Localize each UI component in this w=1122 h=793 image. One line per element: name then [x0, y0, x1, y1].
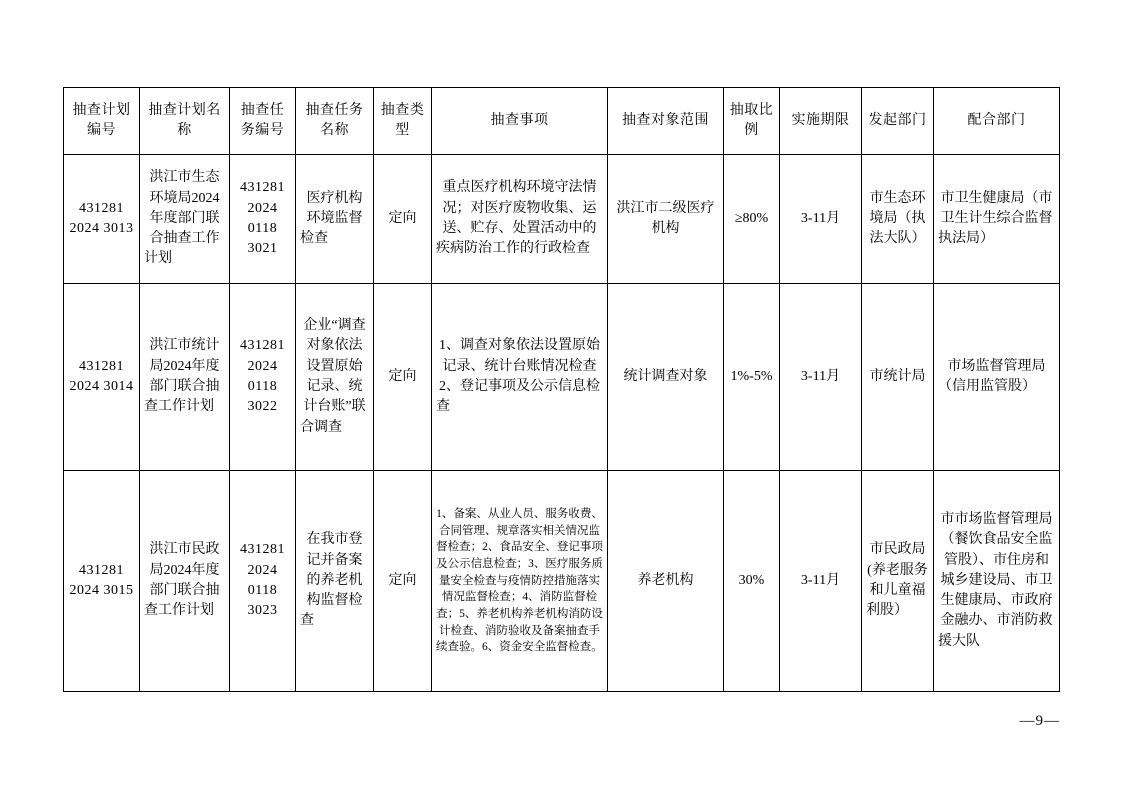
cell-task-code: 431281 2024 0118 3021 [230, 155, 296, 284]
cell-ratio: 30% [724, 471, 780, 692]
cell-plan-name: 洪江市生态环境局2024年度部门联合抽查工作计划 [140, 155, 230, 284]
cell-initiator: 市生态环境局（执法大队） [862, 155, 934, 284]
cell-ratio: 1%-5% [724, 284, 780, 471]
header-plan-name: 抽查计划名称 [140, 88, 230, 155]
table-row [64, 155, 1060, 284]
table-row [64, 471, 1060, 692]
cell-task-name: 企业“调查对象依法设置原始记录、统计台账”联合调查 [296, 284, 374, 471]
header-initiator: 发起部门 [862, 88, 934, 155]
cell-ratio: ≥80% [724, 155, 780, 284]
header-items: 抽查事项 [432, 88, 608, 155]
cell-cooperator: 市卫生健康局（市卫生计生综合监督执法局） [934, 155, 1060, 284]
cell-items: 1、备案、从业人员、服务收费、合同管理、规章落实相关情况监督检查；2、食品安全、登记事项及公示信息检查；3、医疗服务质量安全检查与疫情防控措施落实情况监督检查；4、消防监督检查；5、养老机构养老机构消防设计检查、消防验收及备案抽查手续查验。6、资金安全监督检查。 [432, 471, 608, 692]
cell-period: 3-11月 [780, 155, 862, 284]
header-cooperator: 配合部门 [934, 88, 1060, 155]
cell-task-name: 医疗机构环境监督检查 [296, 155, 374, 284]
cell-scope: 养老机构 [608, 471, 724, 692]
cell-period: 3-11月 [780, 471, 862, 692]
cell-items: 1、调查对象依法设置原始记录、统计台账情况检查2、登记事项及公示信息检查 [432, 284, 608, 471]
header-ratio: 抽取比例 [724, 88, 780, 155]
cell-task-name: 在我市登记并备案的养老机构监督检查 [296, 471, 374, 692]
cell-items: 重点医疗机构环境守法情况；对医疗废物收集、运送、贮存、处置活动中的疾病防治工作的行政检查 [432, 155, 608, 284]
cell-task-code: 431281 2024 0118 3022 [230, 284, 296, 471]
cell-period: 3-11月 [780, 284, 862, 471]
header-task-name: 抽查任务名称 [296, 88, 374, 155]
cell-plan-code: 431281 2024 3013 [64, 155, 140, 284]
inspection-plan-table [63, 87, 1060, 692]
header-type: 抽查类型 [374, 88, 432, 155]
cell-scope: 统计调查对象 [608, 284, 724, 471]
header-scope: 抽查对象范围 [608, 88, 724, 155]
table-body [64, 155, 1060, 692]
table-row [64, 284, 1060, 471]
cell-plan-name: 洪江市统计局2024年度部门联合抽查工作计划 [140, 284, 230, 471]
cell-task-code: 431281 2024 0118 3023 [230, 471, 296, 692]
table-header [64, 88, 1060, 155]
cell-scope: 洪江市二级医疗机构 [608, 155, 724, 284]
cell-plan-code: 431281 2024 3014 [64, 284, 140, 471]
cell-cooperator: 市市场监督管理局（餐饮食品安全监管股）、市住房和城乡建设局、市卫生健康局、市政府金融办、市消防救援大队 [934, 471, 1060, 692]
cell-type: 定向 [374, 471, 432, 692]
cell-plan-name: 洪江市民政局2024年度部门联合抽查工作计划 [140, 471, 230, 692]
cell-initiator: 市民政局(养老服务和儿童福利股） [862, 471, 934, 692]
header-plan-code: 抽查计划编号 [64, 88, 140, 155]
table-header-row [64, 88, 1060, 155]
cell-cooperator: 市场监督管理局（信用监管股） [934, 284, 1060, 471]
inspection-plan-table-wrapper [63, 87, 1059, 692]
header-period: 实施期限 [780, 88, 862, 155]
cell-type: 定向 [374, 284, 432, 471]
header-task-code: 抽查任务编号 [230, 88, 296, 155]
cell-plan-code: 431281 2024 3015 [64, 471, 140, 692]
cell-initiator: 市统计局 [862, 284, 934, 471]
page-number: —9— [1019, 713, 1060, 729]
cell-type: 定向 [374, 155, 432, 284]
